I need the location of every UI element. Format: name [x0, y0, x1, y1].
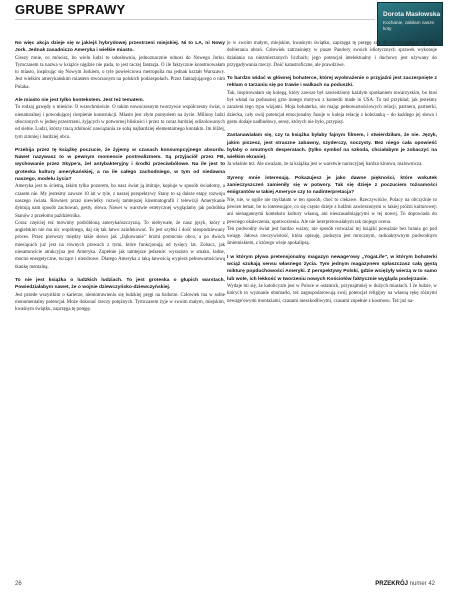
- interview-answer: To rodzaj gawędy o mieście. O wszechmieście. O takim nowoczesnym tworzywie współczesny świat, o nienaturalnej i powodującej cierpienie konstrukcji. Miasto jest złym pomysłem na życie. Miliony ludzi stłoczonych w jednej przestrzeni, żyjących w potwornej bliskości i przez to coraz bardziej odizolowanych od siebie. Ludzi, którzy tracą zdolność nawiązania ze sobą najbardziej elementarnego kontaktu. Im bliżej, tym zimniej i bardziej obco.: [15, 105, 225, 140]
- cover-author: Dorota Masłowska: [383, 11, 441, 18]
- interview-answer: Jest przede wszystkim o karierze, niemotrawieniu się ludzkiej pręgi na bzdurze. Człowiek ma w sobie monumentalny potencjał. Może dokonać rzeczy potężnych. Tymczasem żyje w swoim małym, miejskim, kwaśnym świątku, zaprzęga tę potęgę.: [15, 292, 225, 313]
- title-divider: [15, 19, 375, 20]
- magazine-name: PRZEKRÓJ: [375, 581, 408, 587]
- issue-number: numer 42: [409, 581, 435, 587]
- interview-answer: Ameryka jest tu ściemą, takim tylko pozorem, bo nasz świat ją imituje, kopiuje w sposób świadomy, a czasem nie. My jesteśmy zawsze 10 lat w tyle, z naszej perspektywy Stany to są dalsze etapy rozwoju naszego świata. Również przez niewielky rozwój tamtejszej kinematografii i telewizji Amerykanie dyktują nam sposób zachowań, gesty, słowa. Nawet w warstwie estetycznej wyglądamy jak podróbka Stanów z przełomu października.: [15, 184, 225, 219]
- page-number: 26: [15, 581, 22, 587]
- interview-question: Przebija przez tę książkę poczucie, że żyjemy w czasach konsumpcyjnego absurdu. Nawet nazywasz to w pewnym momencie postrealizmem. Są przyjaciół przez FB, wychowanie przez Skype'a, żel antybakteryjny i środki przeciwbólowe. Na ile jest to groteska kultury amerykańskiej, a na ile całego zachodniego, w tym od niedawna naszego, modelu życia?: [15, 147, 225, 183]
- interview-answer: Ja właśnie też. Ale uważam, że ta książka jest w warstwie narracyjnej bardzo kinowa, malownicza.: [227, 162, 423, 168]
- interview-question: No więc akcja dzieje się w jakiejś hybrydowej przestrzeni miejskiej. Ni to LA, ni Nowy Jork. Jednak zasadniczo Ameryka i wielkie miasto.: [15, 41, 225, 54]
- section-title: GRUBE SPRAWY: [15, 2, 126, 17]
- interview-question: To nie jest książka o ludzkich ludziach. To jest groteska o głupich warstach. Powiedziałabym nawet, że o wojnie dziewczyńsko-dziewczyńskiej.: [15, 277, 225, 291]
- interview-question: To bardzo widać w głównej bohaterce, której wyobrażenie o przyjaźni jest zaczerpnięte z reklam o tarzaniu się po trawie i walkach na poduszki.: [227, 76, 437, 89]
- interview-answer: Nie, nie, w ogóle nie myślałam w ten sposób, choć to ciekawe. Rzeczywiście, Polacy na obczyźnie to pewien temat, bo to interesujące, co się często dzieje z ludźmi zawieszonymi w takiej próżni kulturowej: ani nienagannymi kontekstu kultury własną, ani nieuzasadniającymi w tej nowej. To dopowiada do pewnego okaleczenia, upotworzenia. Ale nie interpretowałabym tak mojego ocenu.: [227, 197, 437, 225]
- interview-answer: je w swoim małym, miejskim, kwaśnym świątku, zaprzęga tę potęgę siły do wyszczuplania ud albo dobierania ubrań. Człowiek zatrzaśnięty w pusze Pandory swoich idiotycznych sprawek wykonuje działania na niezmierzonych liczbach; jego potencjał intelektualny i duchowy jest używany do przygadywania rzeczy. Dość katastroficzne, ale prawdziwe.: [227, 41, 437, 68]
- interview-answer: Cieszy mnie, co mówisz, bo wielu ludzi to udosłownia, jednoznacznie odnosi do Nowego Jorku. Tymczasem ta nazwa w książce nigdzie nie pada, to jest raczej fantazja. O ile faktycznie konstruowałam to miasto, inspirując się Nowym Jorkiem, o tyle powieściowa metropolia ma jednak kształt Warszawy. Jest wielkim amerykańskim miastem stworzonym na polskich podzespołach. Przez fantazjującego o nim Polaka.: [15, 55, 225, 90]
- cover-title: Kochanie, zabiłam nasze koty: [383, 20, 435, 31]
- interview-answer: Ten podwodny świat jest bardzo ważny, nie sposób rozważać tej książki poważnie bez brania go pod uwagę. Jałowa rzeczywistość, która opisuję, podszyta jest mrocznym, radioaktywnym podwodnym śmietniskiem, z którego wieje apokalipsą.: [227, 226, 437, 247]
- interview-answer: Wydaje mi się, że katolicyzm jest w Polsce w ostatnich, przynajmniej w dużych miastach. I że ludzie, w których to wyznanie obumarło, też zagospodarowują swój potencjał religijny na własną rękę różnymi newage'owymi montażami, czasami nieszkodliwymi, czasami zupełnie z kosmosu. Też już na-: [227, 283, 437, 304]
- interview-question: I w którym pływa pretensjonalny magazyn newage'owy „YogaLife", w którym bohaterki wciąż szukają sensu własnego życia. Tym jednym magazynem spłaszczasz całą gęstą mikturę popduchowości Ameryki. Z perspektywy Polski, gdzie wciężyły wierzą w to samo lub wole, ich lekkość w tworzeniu nowych Kościołów faktycznie wygląda podejrzanie.: [227, 254, 437, 282]
- page-footer: [15, 581, 435, 591]
- interview-answer: Tak, inspirowałam się kolegą, który zawsze był zawiedziony każdym spotkaniem towarzyskim, bo ktoś był wkład na podusznej grze innego motywu z komedii made in USA. To też przykład, jak jesteśmy zarażeni tego typu wizjami. Moja bohaterka, nie mając pełnowartościowych relacji, partnera, partnerki, dziecka, cały swój potencjał emocjonalny fasuje w kuleja relację z koleżanką – do każdego jej słowa i gestu dodaje nadbudowy, sensy, których nie było, przypisy.: [227, 90, 437, 125]
- interview-answer: Coraz częściej też mówimy podróbioną amerykańszczyzną. To niebywałe, że nasz język, który z angielskim nie ma nic wspólnego, daj się tak łatwo zainfekować. To jest szybki i dość nieopodziewany proces. Przez pierwszy między takie słowo jak „fajkowanie" brzmi pomocnie obco, a po dwóch miesiącach już jest na równych prawach z tymi, które funkcjonują od tysięcy lat. Zobacz, jak niesamowicie atrakcyjna jest Ameryka. Zupełnie jak tamtejsze jedzenie: wyrazisto w smaku, ładne, mocno energetyczne, tuczące i niezdrowe. Dlatego Ameryka z taką łatwością wypiera pełnowartościową tkankę mentalną.: [15, 220, 225, 270]
- article-column-right: [227, 40, 437, 305]
- interview-question: Ale miasto nie jest tylko kontekstem. Jest też tematem.: [15, 98, 144, 104]
- magazine-credit: [375, 581, 435, 587]
- article-column-left: [15, 40, 225, 313]
- interview-question: Zastanawiałam się, czy ta książka byłaby fajnym filmem, i stwierdziłam, że nie. Język, jakim piszesz, jest straszne zabawny, szyderczy, soczysty. Bez niego cała opowieść byłaby o smutnych desperatach. (tylko symbol na szkoda, chciałabym je zobaczyć na wielkim ekranie).: [227, 133, 437, 161]
- interview-question: Syreny mnie interesują. Pokazujesz je jako dawne piękności, które wskutek zanieczyszczeń zamieniły się w potwory. Tak się dzieje z poczuciem tożsamości emigrantów w takiej Ameryce czy to nadinterpretacja?: [227, 175, 437, 196]
